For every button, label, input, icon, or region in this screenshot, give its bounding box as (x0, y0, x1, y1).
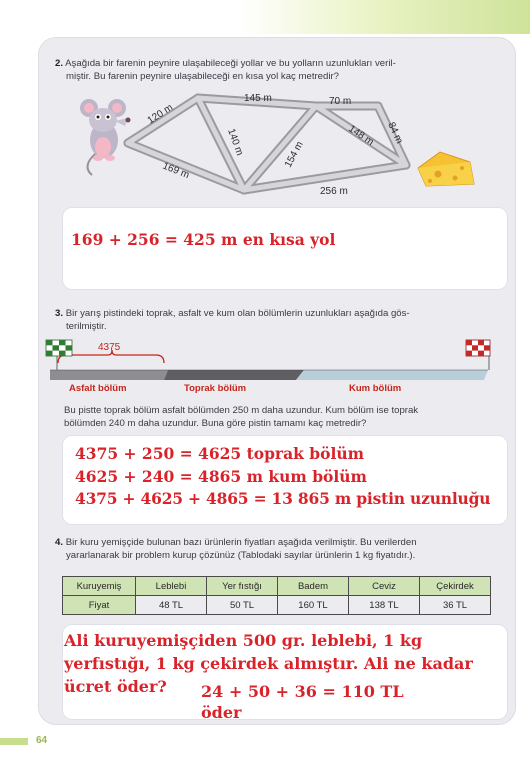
q2-answer: 169 + 256 = 425 m en kısa yol (71, 230, 336, 249)
edge-label: 169 m (160, 160, 191, 182)
table-cell: Fiyat (63, 596, 136, 615)
q4-answer-end: öder (201, 703, 242, 722)
table-cell: 138 TL (349, 596, 420, 615)
q4-answer-line: yerfıstığı, 1 kg çekirdek almıştır. Ali ne kadar (64, 654, 473, 673)
table-header-cell: Badem (278, 577, 349, 596)
edge-label: 148 m (346, 123, 376, 149)
checkered-flag-icon (46, 340, 72, 370)
q4-text: 4. Bir kuru yemişçide bulunan bazı ürünlerin fiyatları aşağıda verilmiştir. Bu verilerden yararlanarak bir problem kurup çözünüz (Tablodaki sayılar ürünlerin 1 kg fiyatıdır.). (55, 537, 417, 561)
q3-answer-line: 4625 + 240 = 4865 m kum bölüm (75, 467, 367, 486)
track-asphalt (50, 370, 168, 380)
edge-label: 120 m (145, 102, 175, 127)
track-dirt (164, 370, 304, 380)
q4-answer-line: Ali kuruyemişçiden 500 gr. leblebi, 1 kg (64, 631, 423, 650)
table-header-cell: Leblebi (136, 577, 207, 596)
bracket-value: 4375 (98, 342, 121, 353)
table-header-cell: Ceviz (349, 577, 420, 596)
table-header-cell: Yer fıstığı (207, 577, 278, 596)
checkered-flag-icon (466, 340, 490, 370)
segment-label-dirt: Toprak bölüm (184, 383, 247, 394)
page-number: 64 (36, 735, 48, 746)
edge-label: 140 m (225, 127, 246, 158)
table-row (63, 577, 491, 596)
edge-label: 145 m (244, 93, 272, 104)
q3-problem-text: Bu pistte toprak bölüm asfalt bölümden 250 m daha uzundur. Kum bölüm ise toprak bölümden 240 m daha uzundur. Buna göre pistin tamamı kaç metredir? (64, 405, 419, 429)
table-cell: 50 TL (207, 596, 278, 615)
q4-answer-calc: 24 + 50 + 36 = 110 TL (201, 682, 404, 701)
q3-answer-line: 4375 + 250 = 4625 toprak bölüm (75, 444, 365, 463)
edge-label: 154 m (282, 139, 306, 170)
q2-text: 2. Aşağıda bir farenin peynire ulaşabileceği yollar ve bu yolların uzunlukları veril- miştir. Bu farenin peynire ulaşabileceği en kısa yol kaç metredir? (55, 58, 396, 82)
q4-answer-line: ücret öder? (64, 677, 167, 696)
edge-label: 70 m (329, 96, 352, 107)
segment-label-asphalt: Asfalt bölüm (69, 383, 127, 394)
edge-label: 84 m (385, 120, 405, 146)
table-cell: 36 TL (420, 596, 491, 615)
footer-accent-bar (0, 738, 28, 745)
table-cell: 160 TL (278, 596, 349, 615)
table-cell: 48 TL (136, 596, 207, 615)
edge-label: 256 m (320, 186, 348, 197)
q3-text: 3. Bir yarış pistindeki toprak, asfalt ve kum olan bölümlerin uzunlukları aşağıda gös- terilmiştir. (55, 308, 410, 332)
track-sand (296, 370, 488, 380)
table-header-cell: Kuruyemiş (63, 577, 136, 596)
table-header-cell: Çekirdek (420, 577, 491, 596)
price-table (62, 576, 491, 615)
q3-answer-line: 4375 + 4625 + 4865 = 13 865 m pistin uzunluğu (75, 489, 491, 508)
segment-label-sand: Kum bölüm (349, 383, 402, 394)
table-row (63, 596, 491, 615)
